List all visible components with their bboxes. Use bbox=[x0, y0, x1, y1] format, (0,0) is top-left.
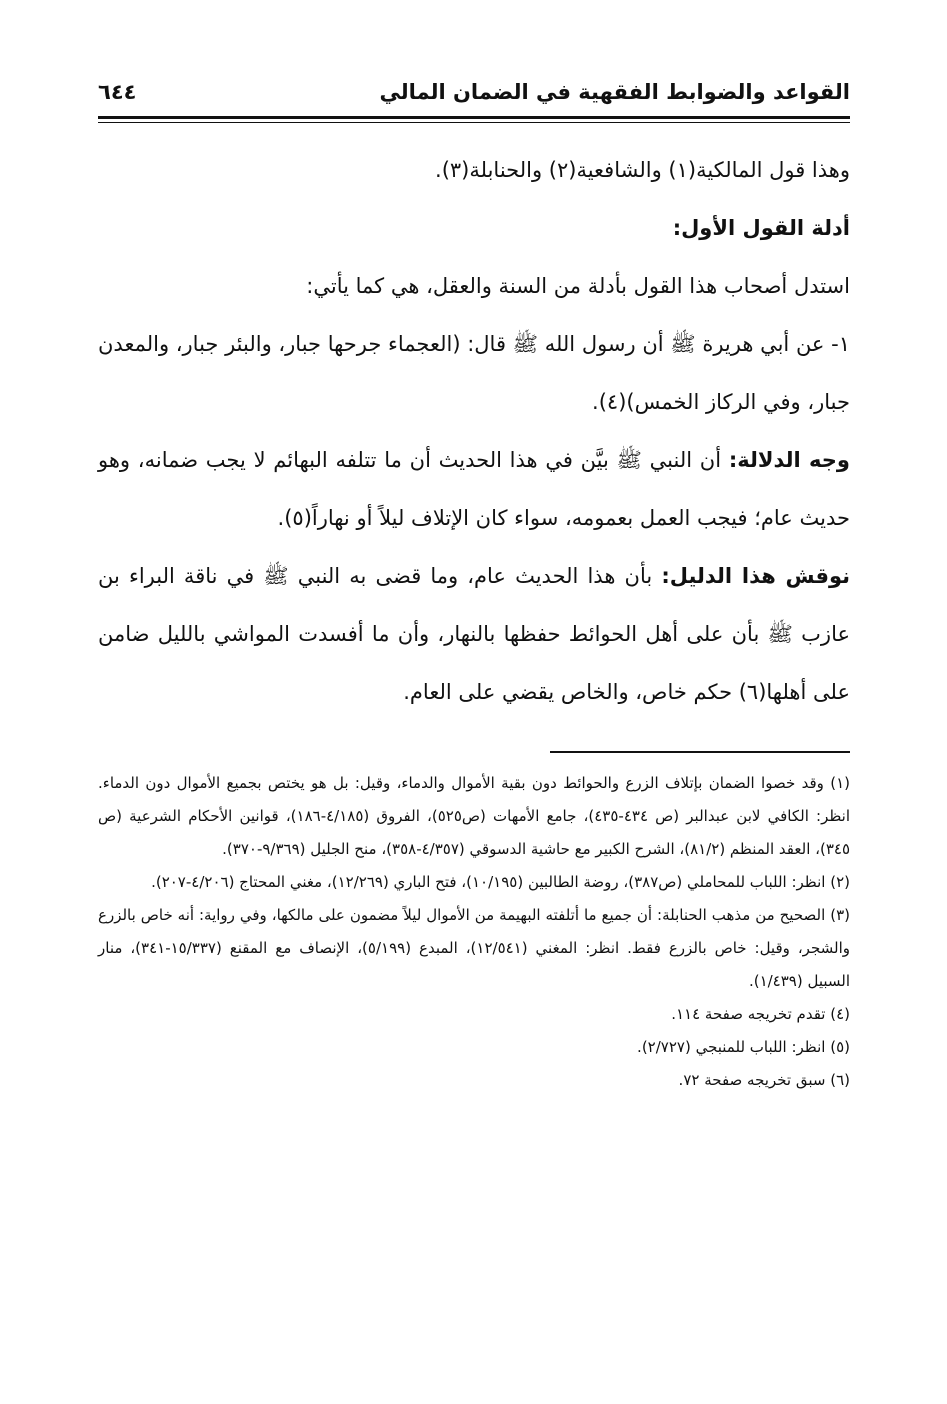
paragraph-hadith: ١- عن أبي هريرة ﷺ أن رسول الله ﷺ قال: (العجماء جرحها جبار، والبئر جبار، والمعدن جبار، وفي الركاز الخمس)(٤). bbox=[98, 332, 850, 414]
footnote-5: (٥) انظر: اللباب للمنبجي (٢/٧٢٧). bbox=[637, 1038, 850, 1056]
paragraph-schools: وهذا قول المالكية(١) والشافعية(٢) والحنابلة(٣). bbox=[435, 158, 850, 182]
footnote-1: (١) وقد خصوا الضمان بإتلاف الزرع والحوائط دون بقية الأموال والدماء، وقيل: بل هو يختص بجميع الأموال دون الدماء. انظر: الكافي لابن عبدالبر (ص ٤٣٤-٤٣٥)، جامع الأمهات (ص٥٢٥)، الفروق (٤/١٨٥-١٨٦)، قوانين الأحكام الشرعية (ص ٣٤٥)، العقد المنظم (٨١/٢)، الشرح الكبير مع حاشية الدسوقي (٤/٣٥٧-٣٥٨)، منح الجليل (٩/٣٦٩-٣٧٠). bbox=[98, 774, 850, 858]
discussion-text: بأن هذا الحديث عام، وما قضى به النبي ﷺ في ناقة البراء بن عازب ﷺ بأن على أهل الحوائط حفظها بالنهار، وأن ما أفسدت المواشي بالليل ضامن على أهلها(٦) حكم خاص، والخاص يقضي على العام. bbox=[98, 564, 850, 704]
section-heading: أدلة القول الأول: bbox=[672, 216, 850, 240]
main-text bbox=[98, 141, 850, 721]
evidence-label: وجه الدلالة: bbox=[728, 448, 850, 472]
footnote-3: (٣) الصحيح من مذهب الحنابلة: أن جميع ما أتلفته البهيمة من الأموال ليلاً مضمون على مالكها، وفي رواية: أنه خاص بالزرع والشجر، وقيل: خاص بالزرع فقط. انظر: المغني (١٢/٥٤١)، المبدع (٥/١٩٩)، الإنصاف مع المقنع (١٥/٣٣٧-٣٤١)، منار السبيل (١/٤٣٩). bbox=[98, 906, 850, 990]
paragraph-intro: استدل أصحاب هذا القول بأدلة من السنة والعقل، هي كما يأتي: bbox=[306, 274, 850, 298]
paragraph-evidence bbox=[98, 431, 850, 547]
header-rule bbox=[98, 116, 850, 123]
discussion-label: نوقش هذا الدليل: bbox=[661, 564, 851, 588]
book-page bbox=[98, 70, 850, 1330]
footnotes bbox=[98, 767, 850, 1097]
paragraph-discussion bbox=[98, 547, 850, 721]
evidence-text: أن النبي ﷺ بيَّن في هذا الحديث أن ما تتلفه البهائم لا يجب ضمانه، وهو حديث عام؛ فيجب العمل بعمومه، سواء كان الإتلاف ليلاً أو نهاراً(٥). bbox=[98, 448, 850, 530]
footnote-4: (٤) تقدم تخريجه صفحة ١١٤. bbox=[671, 1005, 850, 1023]
footnote-6: (٦) سبق تخريجه صفحة ٧٢. bbox=[678, 1071, 850, 1089]
running-title: القواعد والضوابط الفقهية في الضمان المالي bbox=[379, 80, 850, 104]
footnote-2: (٢) انظر: اللباب للمحاملي (ص٣٨٧)، روضة الطالبين (١٠/١٩٥)، فتح الباري (١٢/٢٦٩)، مغني المحتاج (٤/٢٠٦-٢٠٧). bbox=[151, 873, 850, 891]
footnote-separator bbox=[550, 751, 850, 753]
page-number: ٦٤٤ bbox=[98, 80, 137, 104]
page-header bbox=[98, 70, 850, 114]
